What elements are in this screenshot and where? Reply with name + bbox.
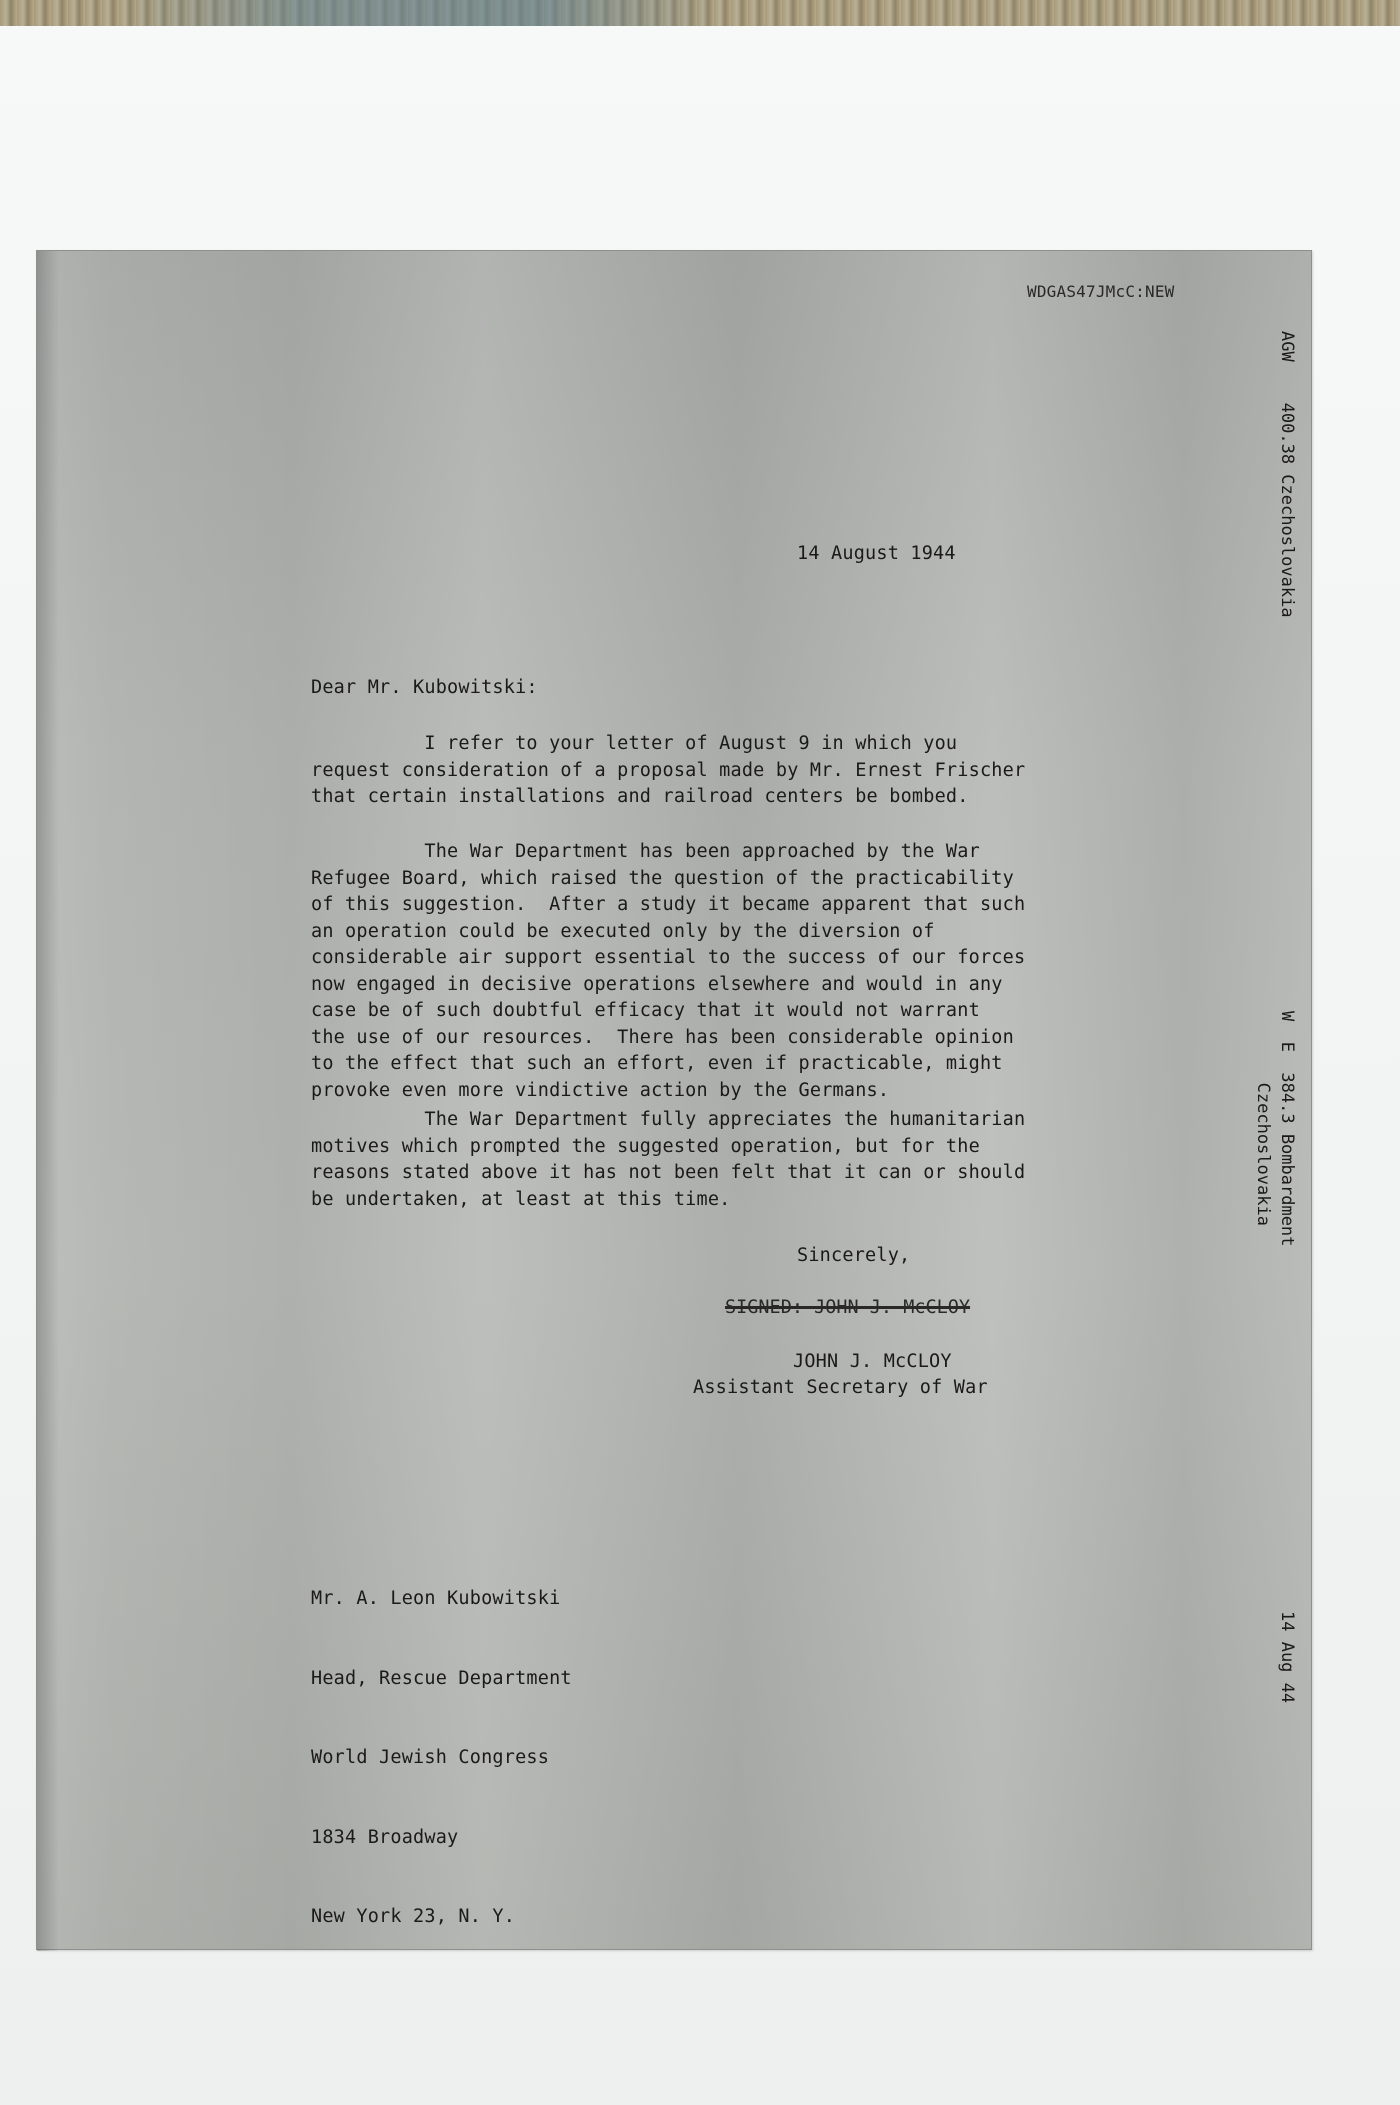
paragraph-1	[311, 731, 1151, 811]
address-line: Head, Rescue Department	[311, 1667, 572, 1689]
paragraph-line: the use of our resources. There has been considerable opinion	[311, 1026, 1014, 1048]
recipient-address	[311, 1533, 572, 1984]
letter-sheet	[36, 250, 1312, 1950]
reference-code: WDGAS47JMcC:NEW	[1027, 282, 1175, 301]
paragraph-line: request consideration of a proposal made by Mr. Ernest Frischer	[311, 759, 1026, 781]
margin-file-reference-2: W E 384.3 Bombardment Czechoslovakia	[1253, 1011, 1297, 1247]
paragraph-line: to the effect that such an effort, even if practicable, might	[311, 1053, 1003, 1074]
typed-name: JOHN J. McCLOY	[793, 1351, 952, 1372]
margin-file-reference-1: AGW 400.38 Czechoslovakia	[1277, 331, 1297, 618]
background-texture	[0, 0, 1400, 26]
paragraph-line: provoke even more vindictive action by the Germans.	[311, 1079, 890, 1101]
signature-block: SIGNED: JOHN J. McCLOY	[725, 1297, 971, 1318]
paragraph-line: reasons stated above it has not been felt that it can or should	[311, 1162, 1026, 1183]
paragraph-line: I refer to your letter of August 9 in which you	[311, 733, 958, 754]
paragraph-line: now engaged in decisive operations elsewhere and would in any	[311, 973, 1003, 995]
margin-file-date: 14 Aug 44	[1277, 1611, 1297, 1704]
paragraph-line: The War Department fully appreciates the humanitarian	[311, 1109, 1026, 1130]
paragraph-line: Refugee Board, which raised the question of the practicability	[311, 867, 1014, 889]
address-line: 1834 Broadway	[311, 1826, 459, 1848]
paragraph-line: motives which prompted the suggested operation, but for the	[311, 1135, 980, 1157]
address-line: New York 23, N. Y.	[311, 1906, 516, 1927]
salutation: Dear Mr. Kubowitski:	[311, 677, 538, 698]
address-line: Mr. A. Leon Kubowitski	[311, 1588, 561, 1609]
letter-date: 14 August 1944	[797, 543, 956, 564]
paragraph-line: considerable air support essential to the success of our forces	[311, 947, 1026, 968]
paragraph-line: be undertaken, at least at this time.	[311, 1188, 731, 1210]
paragraph-3	[311, 1107, 1151, 1213]
closing: Sincerely,	[797, 1245, 911, 1266]
typed-title: Assistant Secretary of War	[693, 1377, 988, 1398]
paragraph-line: that certain installations and railroad centers be bombed.	[311, 786, 969, 807]
address-line: World Jewish Congress	[311, 1747, 550, 1768]
paragraph-line: The War Department has been approached by the War	[311, 841, 980, 862]
paragraph-line: of this suggestion. After a study it became apparent that such	[311, 894, 1026, 915]
paragraph-2	[311, 839, 1151, 1104]
paragraph-line: an operation could be executed only by the diversion of	[311, 920, 935, 942]
paragraph-line: case be of such doubtful efficacy that it would not warrant	[311, 1000, 980, 1021]
